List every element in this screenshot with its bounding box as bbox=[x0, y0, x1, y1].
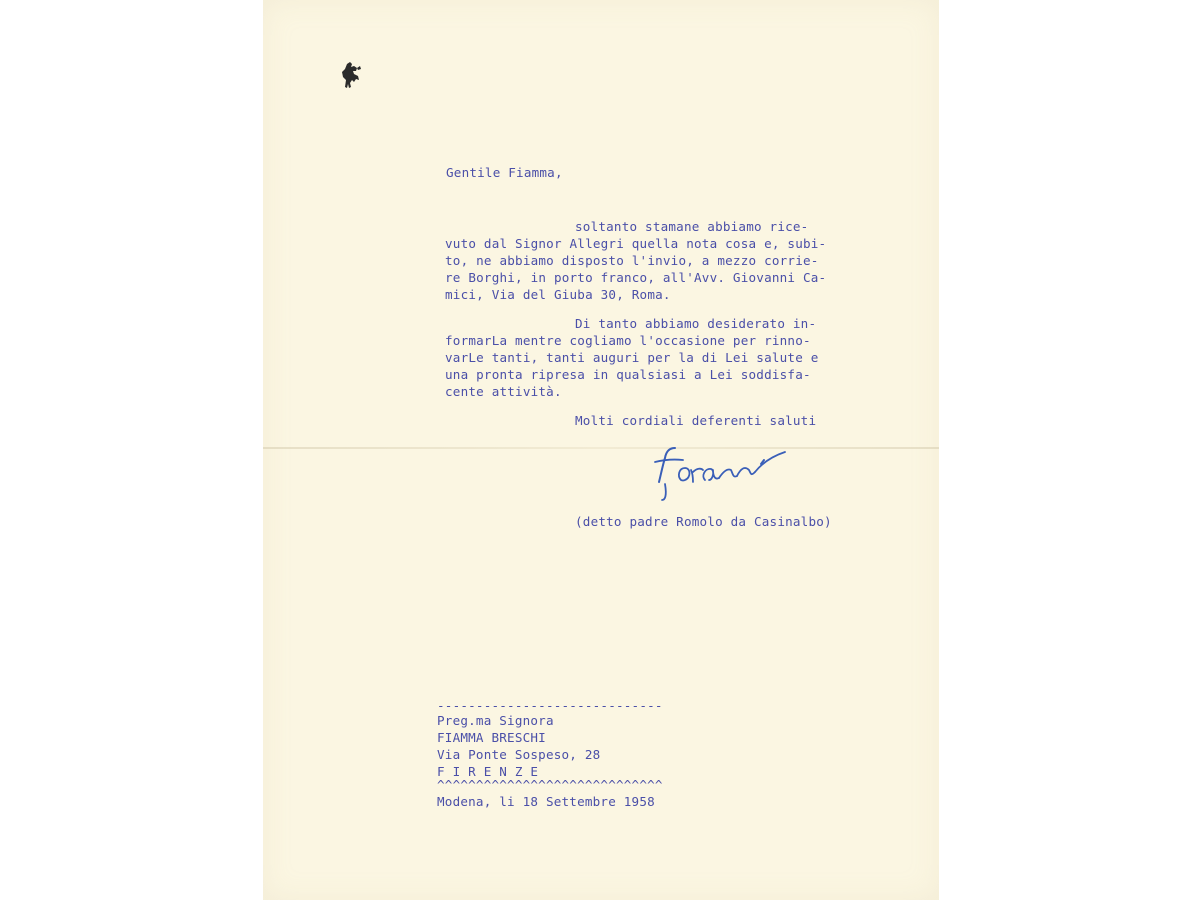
address-line: Preg.ma Signora bbox=[437, 713, 554, 728]
body-line: cente attività. bbox=[445, 384, 562, 399]
paper-fold-line bbox=[263, 447, 939, 449]
address-line: FIAMMA BRESCHI bbox=[437, 730, 546, 745]
body-line: formarLa mentre cogliamo l'occasione per rinno- bbox=[445, 333, 811, 348]
salutation: Gentile Fiamma, bbox=[446, 165, 563, 180]
date-line: Modena, li 18 Settembre 1958 bbox=[437, 794, 655, 809]
handwritten-signature bbox=[651, 438, 791, 508]
closing: Molti cordiali deferenti saluti bbox=[575, 413, 817, 428]
address-top-rule: ----------------------------- bbox=[437, 698, 663, 713]
body-line: varLe tanti, tanti auguri per la di Lei salute e bbox=[445, 350, 819, 365]
address-bottom-rule: ^^^^^^^^^^^^^^^^^^^^^^^^^^^^^ bbox=[437, 777, 663, 792]
body-line: Di tanto abbiamo desiderato in- bbox=[575, 316, 817, 331]
address-city: F I R E N Z E bbox=[437, 764, 539, 779]
body-line: soltanto stamane abbiamo rice- bbox=[575, 219, 809, 234]
prancing-horse-icon bbox=[337, 60, 363, 90]
body-line: to, ne abbiamo disposto l'invio, a mezzo corrie- bbox=[445, 253, 819, 268]
body-line: vuto dal Signor Allegri quella nota cosa e, subi- bbox=[445, 236, 827, 251]
body-line: una pronta ripresa in qualsiasi a Lei soddisfa- bbox=[445, 367, 811, 382]
letter-sheet bbox=[263, 0, 939, 900]
body-line: mici, Via del Giuba 30, Roma. bbox=[445, 287, 671, 302]
signatory-note: (detto padre Romolo da Casinalbo) bbox=[575, 514, 832, 529]
address-line: Via Ponte Sospeso, 28 bbox=[437, 747, 601, 762]
body-line: re Borghi, in porto franco, all'Avv. Giovanni Ca- bbox=[445, 270, 827, 285]
